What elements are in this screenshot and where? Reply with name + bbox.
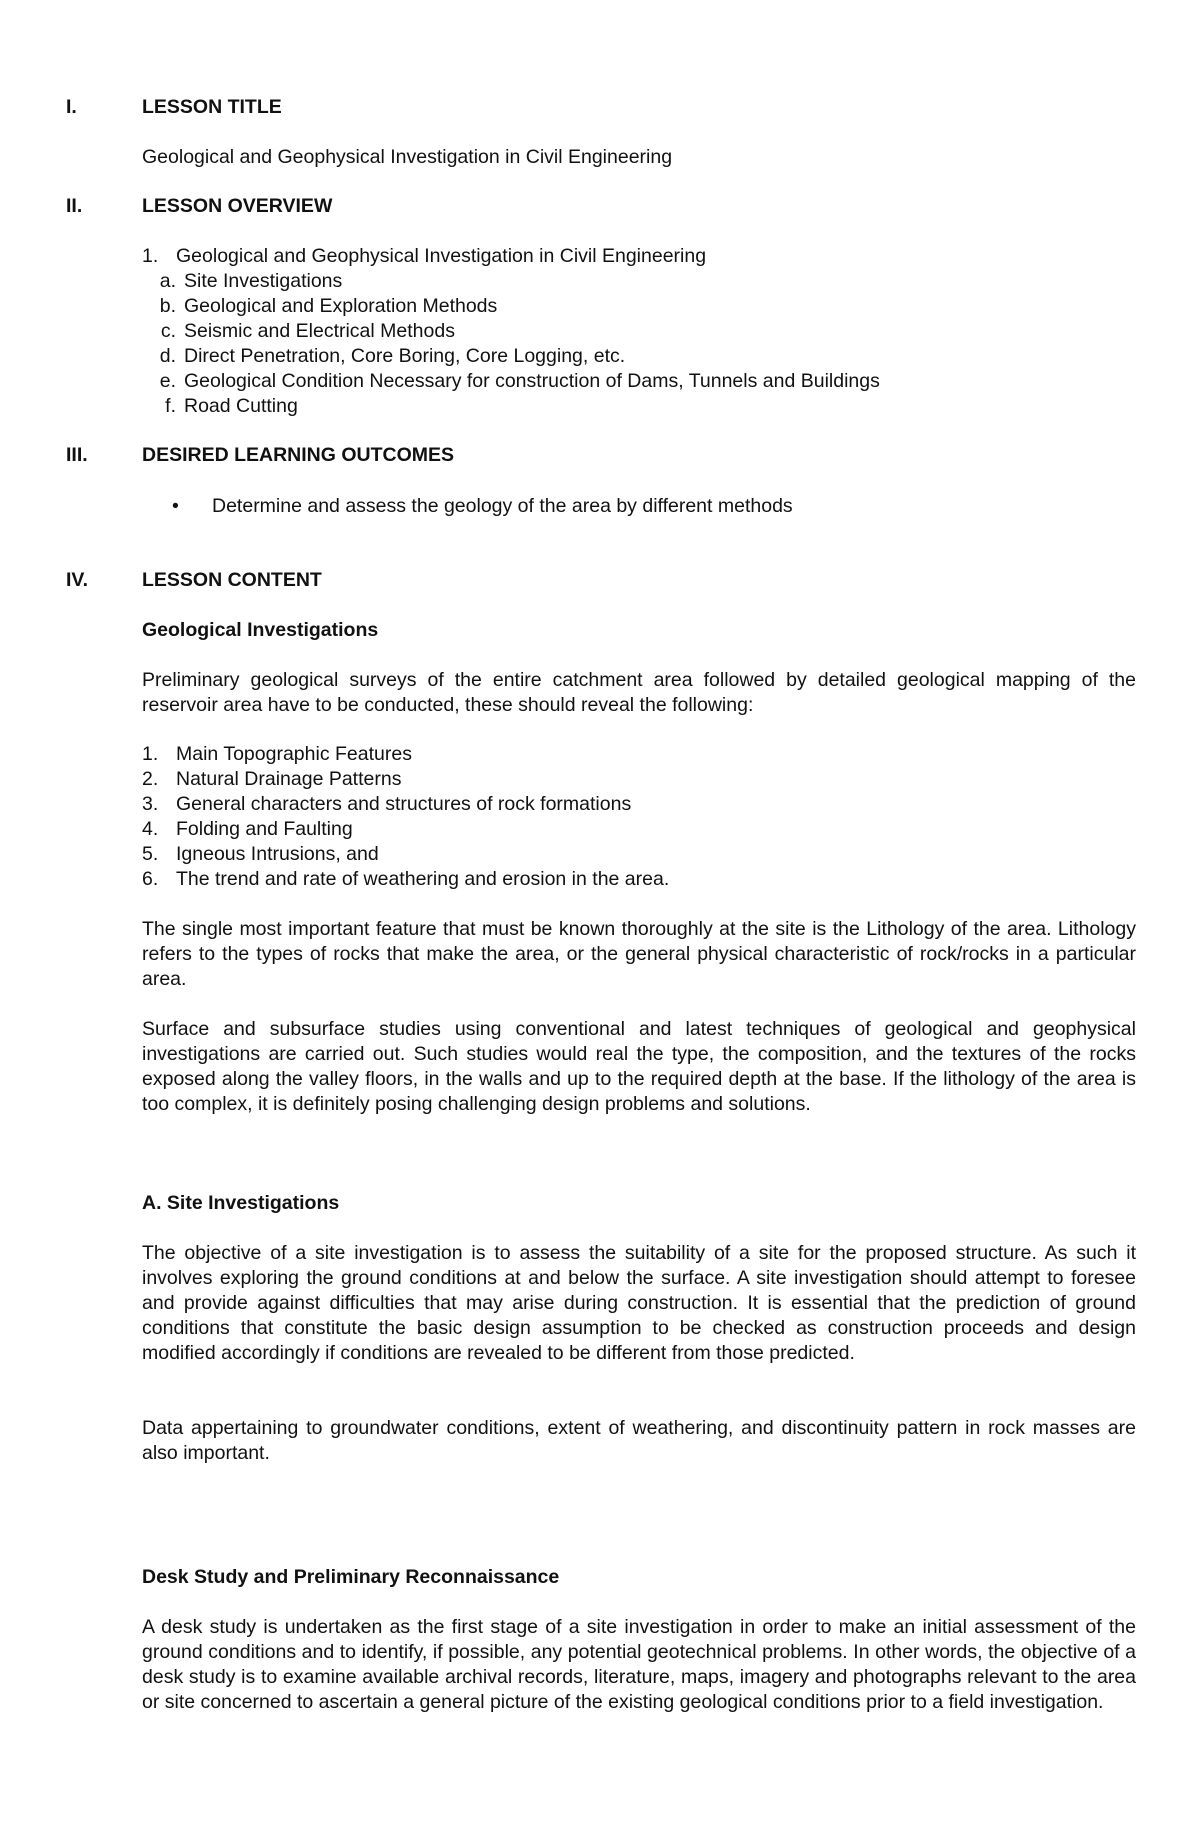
list-number: 6. bbox=[142, 868, 159, 890]
list-number: 2. bbox=[142, 768, 159, 790]
paragraph-lithology: The single most important feature that must be known thoroughly at the site is the Lithology of the area. Lithology refers to the types of rocks that make the area, or the general physical characteristic of rock/rocks in a particular area. bbox=[142, 918, 1136, 990]
list-text: Geological and Geophysical Investigation in Civil Engineering bbox=[176, 245, 707, 267]
section-numeral: III. bbox=[66, 444, 88, 466]
list-item bbox=[142, 867, 669, 892]
section-heading: LESSON TITLE bbox=[142, 96, 282, 118]
list-item bbox=[146, 369, 880, 394]
subheading-site-investigations: A. Site Investigations bbox=[142, 1192, 340, 1214]
list-text: Seismic and Electrical Methods bbox=[184, 320, 455, 342]
list-letter: b. bbox=[159, 295, 176, 317]
list-item bbox=[142, 842, 669, 867]
list-number: 5. bbox=[142, 843, 159, 865]
subheading-desk-study: Desk Study and Preliminary Reconnaissance bbox=[142, 1566, 560, 1588]
paragraph-surface-studies: Surface and subsurface studies using conventional and latest techniques of geological and geophysical investigations are carried out. Such studies would real the type, the composition, and the textures of the rocks exposed along the valley floors, in the walls and up to the required depth at the base. If the lithology of the area is too complex, it is definitely posing challenging design problems and solutions. bbox=[142, 1018, 1136, 1115]
list-text: The trend and rate of weathering and erosion in the area. bbox=[176, 868, 670, 890]
list-number: 1. bbox=[142, 743, 159, 765]
list-letter: f. bbox=[165, 395, 176, 417]
list-letter: a. bbox=[159, 270, 176, 292]
list-text: Road Cutting bbox=[184, 395, 298, 417]
list-text: General characters and structures of rock formations bbox=[176, 793, 632, 815]
geo-features-list bbox=[142, 742, 669, 892]
paragraph-geo-intro: Preliminary geological surveys of the entire catchment area followed by detailed geological mapping of the reservoir area have to be conducted, these should reveal the following: bbox=[142, 669, 1136, 716]
section-heading: DESIRED LEARNING OUTCOMES bbox=[142, 444, 455, 466]
list-item bbox=[142, 742, 669, 767]
list-number: 4. bbox=[142, 818, 159, 840]
section-numeral: II. bbox=[66, 195, 83, 217]
section-heading: LESSON CONTENT bbox=[142, 569, 322, 591]
list-text: Main Topographic Features bbox=[176, 743, 412, 765]
list-item bbox=[146, 344, 880, 369]
overview-main-item bbox=[142, 244, 707, 269]
paragraph-desk-study: A desk study is undertaken as the first stage of a site investigation in order to make an initial assessment of the ground conditions and to identify, if possible, any potential geotechnical problems. In other words, the objective of a desk study is to examine available archival records, literature, maps, imagery and photographs relevant to the area or site concerned to ascertain a general picture of the existing geological conditions prior to a field investigation. bbox=[142, 1616, 1136, 1713]
list-item bbox=[142, 817, 669, 842]
list-text: Site Investigations bbox=[184, 270, 343, 292]
list-item bbox=[142, 792, 669, 817]
list-item bbox=[146, 294, 880, 319]
list-letter: e. bbox=[159, 370, 176, 392]
lesson-title: Geological and Geophysical Investigation in Civil Engineering bbox=[142, 146, 673, 168]
list-letter: c. bbox=[160, 320, 176, 342]
list-text: Igneous Intrusions, and bbox=[176, 843, 379, 865]
list-item bbox=[146, 319, 880, 344]
bullet-icon: • bbox=[172, 495, 179, 517]
list-item bbox=[146, 269, 880, 294]
list-text: Natural Drainage Patterns bbox=[176, 768, 402, 790]
subheading-geological-investigations: Geological Investigations bbox=[142, 619, 379, 641]
list-text: Folding and Faulting bbox=[176, 818, 353, 840]
list-letter: d. bbox=[159, 345, 176, 367]
overview-sublist bbox=[146, 269, 880, 419]
paragraph-groundwater: Data appertaining to groundwater conditions, extent of weathering, and discontinuity pattern in rock masses are also important. bbox=[142, 1417, 1136, 1464]
paragraph-site-objective: The objective of a site investigation is to assess the suitability of a site for the proposed structure. As such it involves exploring the ground conditions at and below the surface. A site investigation should attempt to foresee and provide against difficulties that may arise during construction. It is essential that the prediction of ground conditions that constitute the basic design assumption to be checked as construction proceeds and design modified accordingly if conditions are revealed to be different from those predicted. bbox=[142, 1242, 1136, 1364]
list-number: 1. bbox=[142, 245, 159, 267]
section-heading: LESSON OVERVIEW bbox=[142, 195, 333, 217]
list-text: Direct Penetration, Core Boring, Core Logging, etc. bbox=[184, 345, 626, 367]
list-text: Geological Condition Necessary for construction of Dams, Tunnels and Buildings bbox=[184, 370, 880, 392]
list-text: Geological and Exploration Methods bbox=[184, 295, 498, 317]
list-number: 3. bbox=[142, 793, 159, 815]
list-item bbox=[146, 394, 880, 419]
section-numeral: I. bbox=[66, 96, 77, 118]
section-numeral: IV. bbox=[66, 569, 89, 591]
list-item bbox=[142, 767, 669, 792]
outcome-text: Determine and assess the geology of the area by different methods bbox=[212, 495, 793, 517]
